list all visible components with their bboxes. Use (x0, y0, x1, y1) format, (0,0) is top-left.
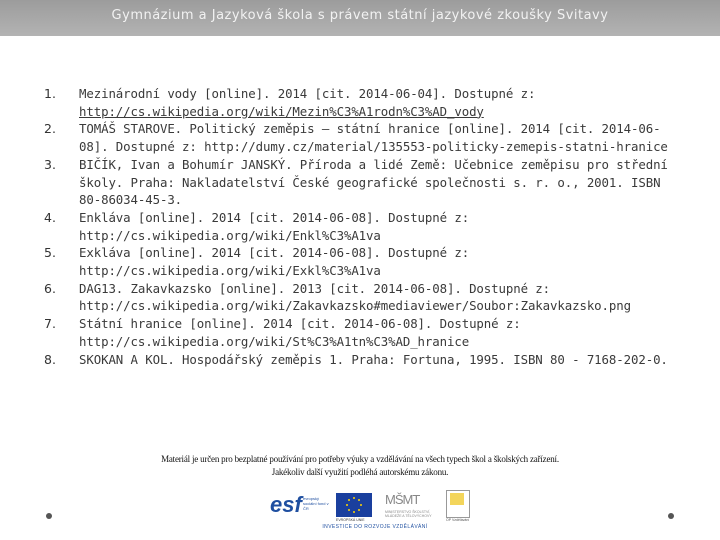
msmt-label: MINISTERSTVO ŠKOLSTVÍ, MLÁDEŽE A TĚLOVÝCHOVY (385, 510, 432, 518)
list-number: 2. (44, 121, 56, 137)
msmt-logo: MŠMT (385, 492, 420, 507)
list-number: 4. (44, 209, 56, 225)
list-number: 5. (44, 245, 56, 261)
list-number: 6. (44, 280, 56, 296)
reference-text: Exkláva [online]. 2014 [cit. 2014-06-08]. Dostupné z: http://cs.wikipedia.org/wiki/Exkl%C3%A1va (79, 245, 470, 279)
sponsor-logo-strip (270, 490, 480, 530)
reference-text: DAG13. Zakavkazsko [online]. 2013 [cit. 2014-06-08]. Dostupné z: http://cs.wikipedia.org/wiki/Zakavkazsko#mediaviewer/Soubor:Zakavkazsko.png (79, 280, 631, 314)
eu-flag-icon (336, 493, 372, 517)
list-number: 7. (44, 316, 56, 332)
list-item (0, 85, 679, 120)
op-label: OP Vzdělávání (446, 518, 470, 522)
list-item (0, 120, 679, 155)
list-number: 3. (44, 156, 56, 172)
list-item (0, 280, 679, 315)
invest-tagline: INVESTICE DO ROZVOJE VZDĚLÁVÁNÍ (322, 524, 428, 530)
list-item (0, 244, 679, 279)
list-item (0, 156, 679, 209)
list-item (0, 209, 679, 244)
reference-text: SKOKAN A KOL. Hospodářský zeměpis 1. Praha: Fortuna, 1995. ISBN 80 - 7168-202-0. (79, 351, 668, 367)
bullet-dot-left (46, 513, 52, 519)
reference-list (0, 85, 720, 368)
op-vzdelavani-logo (446, 490, 470, 518)
reference-text-body: Mezinárodní vody [online]. 2014 [cit. 2014-06-04]. Dostupné z: (79, 86, 536, 101)
reference-link[interactable]: http://cs.wikipedia.org/wiki/Mezin%C3%A1rodn%C3%AD_vody (79, 103, 484, 119)
reference-text: Enkláva [online]. 2014 [cit. 2014-06-08]. Dostupné z: http://cs.wikipedia.org/wiki/Enkl%C3%A1va (79, 209, 470, 243)
reference-text (79, 85, 679, 120)
list-number: 1. (44, 86, 56, 101)
footer-line-2: Jakékoliv další využití podléhá autorskému zákonu. (271, 467, 449, 477)
footer-line-1: Materiál je určen pro bezplatné používání pro potřeby výuky a vzdělávání na všech typech škol a školských zařízení. (161, 454, 559, 464)
esf-logo: esf (270, 492, 302, 517)
list-item (0, 351, 679, 369)
esf-subtitle: evropský sociální fond v ČR (303, 496, 329, 511)
reference-text: Státní hranice [online]. 2014 [cit. 2014-06-08]. Dostupné z: http://cs.wikipedia.org/wiki/St%C3%A1tn%C3%AD_hranice (79, 316, 521, 349)
eu-label: EVROPSKÁ UNIE (336, 518, 365, 522)
page-title: Gymnázium a Jazyková škola s právem státní jazykové zkoušky Svitavy (111, 8, 609, 23)
reference-text: BIČÍK, Ivan a Bohumír JANSKÝ. Příroda a lidé Země: Učebnice zeměpisu pro střední školy. Praha: Nakladatelství České geografické společnosti s. r. o., 2001. ISBN 80-86034-45-3. (79, 156, 668, 208)
reference-text: TOMÁŠ STAROVE. Politický zeměpis – státní hranice [online]. 2014 [cit. 2014-06-08]. Dostupné z: http://dumy.cz/material/135553-politicky-zemepis-statni-hranice (79, 121, 668, 155)
list-number: 8. (44, 351, 56, 367)
bullet-dot-right (668, 513, 674, 519)
footer-note (0, 453, 720, 479)
list-item (0, 315, 679, 350)
